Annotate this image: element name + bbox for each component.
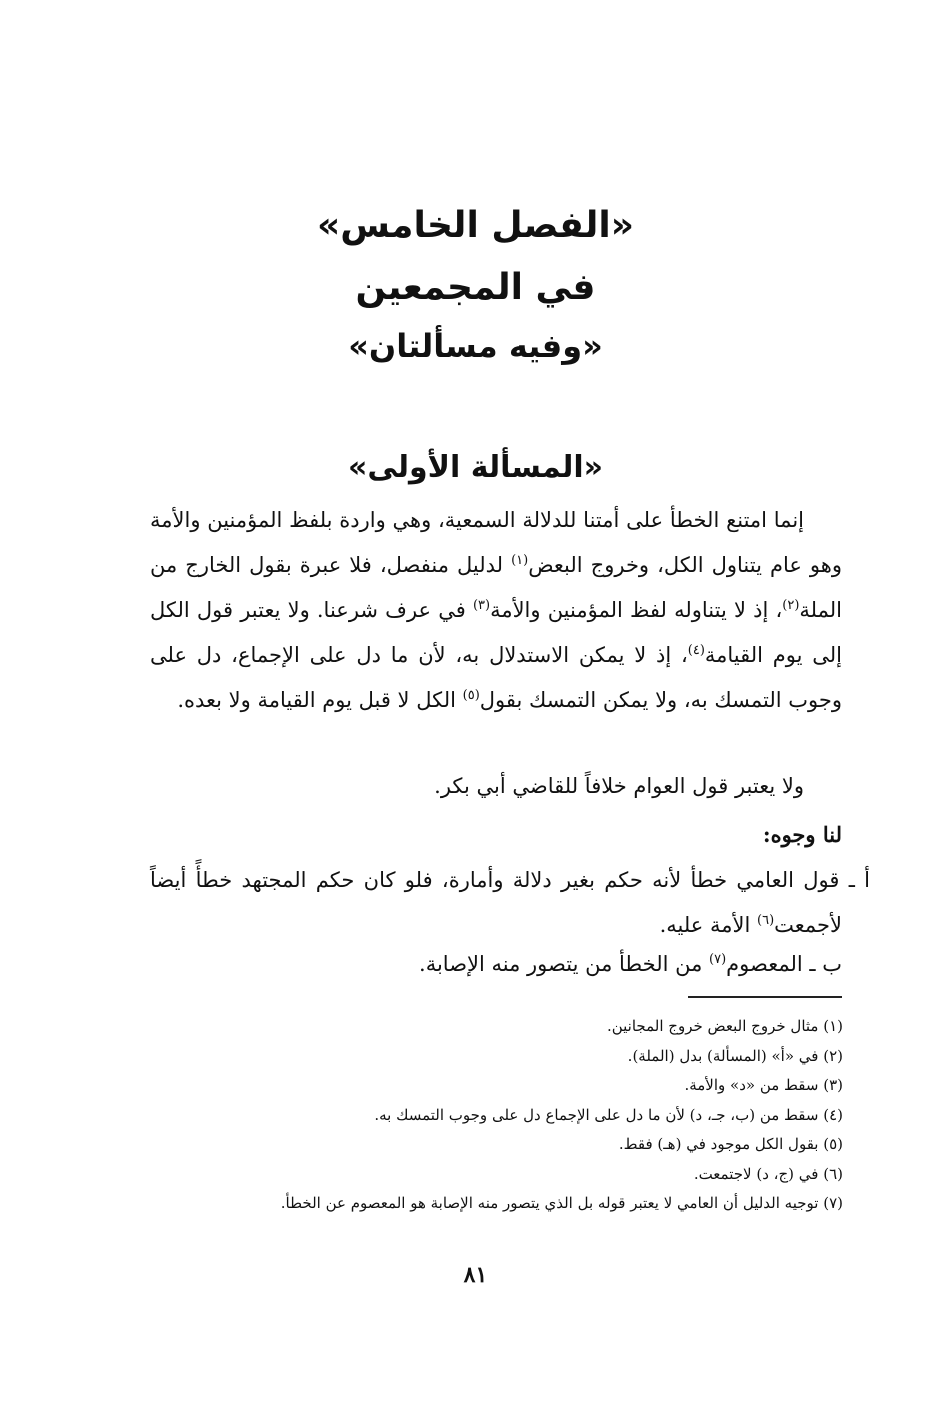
footnote-ref-4[interactable]: (٤) bbox=[687, 643, 705, 658]
footnotes bbox=[83, 1012, 843, 1219]
footnote-item: (٣) سقط من «د» والأمة. bbox=[684, 1076, 843, 1094]
text-segment: من الخطأ من يتصور منه الإصابة. bbox=[419, 952, 710, 976]
footnote-ref-7[interactable]: (٧) bbox=[709, 952, 727, 967]
footnote-ref-3[interactable]: (٣) bbox=[472, 598, 491, 613]
footnote-ref-2[interactable]: (٢) bbox=[782, 598, 800, 613]
footnote-separator bbox=[688, 996, 842, 998]
footnote-ref-6[interactable]: (٦) bbox=[757, 913, 775, 928]
footnote-item: (٥) بقول الكل موجود في (هـ) فقط. bbox=[618, 1135, 843, 1153]
footnote-ref-5[interactable]: (٥) bbox=[462, 688, 480, 703]
chapter-contents-note: «وفيه مسألتان» bbox=[348, 327, 603, 365]
reason-item-a bbox=[150, 858, 870, 948]
page-number: ٨١ bbox=[463, 1262, 488, 1288]
text-segment: الأمة عليه. bbox=[659, 913, 757, 937]
text-segment: ، إذ لا يتناوله لفظ المؤمنين والأمة bbox=[490, 598, 783, 622]
text-segment: أ ـ قول العامي خطأ لأنه حكم بغير دلالة وأمارة، فلو كان حكم المجتهد خطأً أيضاً لأجمعت bbox=[150, 868, 870, 937]
reasons-heading: لنا وجوه: bbox=[762, 822, 842, 847]
second-paragraph: ولا يعتبر قول العوام خلافاً للقاضي أبي بكر. bbox=[434, 774, 804, 798]
footnote-item: (٦) في (ج، د) لاجتمعت. bbox=[693, 1164, 843, 1183]
chapter-subject: في المجمعين bbox=[355, 267, 596, 308]
chapter-title: «الفصل الخامس» bbox=[317, 205, 634, 246]
section-title: «المسألة الأولى» bbox=[348, 450, 603, 485]
text-segment: الكل لا قبل يوم القيامة ولا بعده. bbox=[177, 688, 463, 712]
footnote-item: (١) مثال خروج البعض خروج المجانين. bbox=[606, 1017, 843, 1035]
main-paragraph bbox=[150, 498, 842, 723]
text-segment: في عرف شرعنا. ولا يعتبر قول الكل إلى يوم القيامة bbox=[150, 598, 842, 667]
text-segment: ب ـ المعصوم bbox=[726, 952, 842, 976]
text-segment: إنما امتنع الخطأ على أمتنا للدلالة السمعية، وهي واردة بلفظ المؤمنين والأمة وهو عام يتناول الكل، وخروج البعض bbox=[150, 508, 842, 577]
footnote-ref-1[interactable]: (١) bbox=[511, 553, 529, 568]
text-segment: ، إذ لا يمكن الاستدلال به، لأن ما دل على الإجماع، دل على وجوب التمسك به، ولا يمكن التمسك بقول bbox=[150, 643, 842, 712]
text-segment: لدليل منفصل، فلا عبرة بقول الخارج من الملة bbox=[150, 553, 842, 622]
footnote-item: (٧) توجيه الدليل أن العامي لا يعتبر قوله بل الذي يتصور منه الإصابة هو المعصوم عن الخطأ. bbox=[280, 1194, 843, 1212]
reason-item-b bbox=[150, 942, 842, 987]
footnote-item: (٤) سقط من (ب، جـ، د) لأن ما دل على الإجماع دل على وجوب التمسك به. bbox=[374, 1105, 843, 1124]
footnote-item: (٢) في «أ» (المسألة) بدل (الملة). bbox=[627, 1046, 843, 1065]
